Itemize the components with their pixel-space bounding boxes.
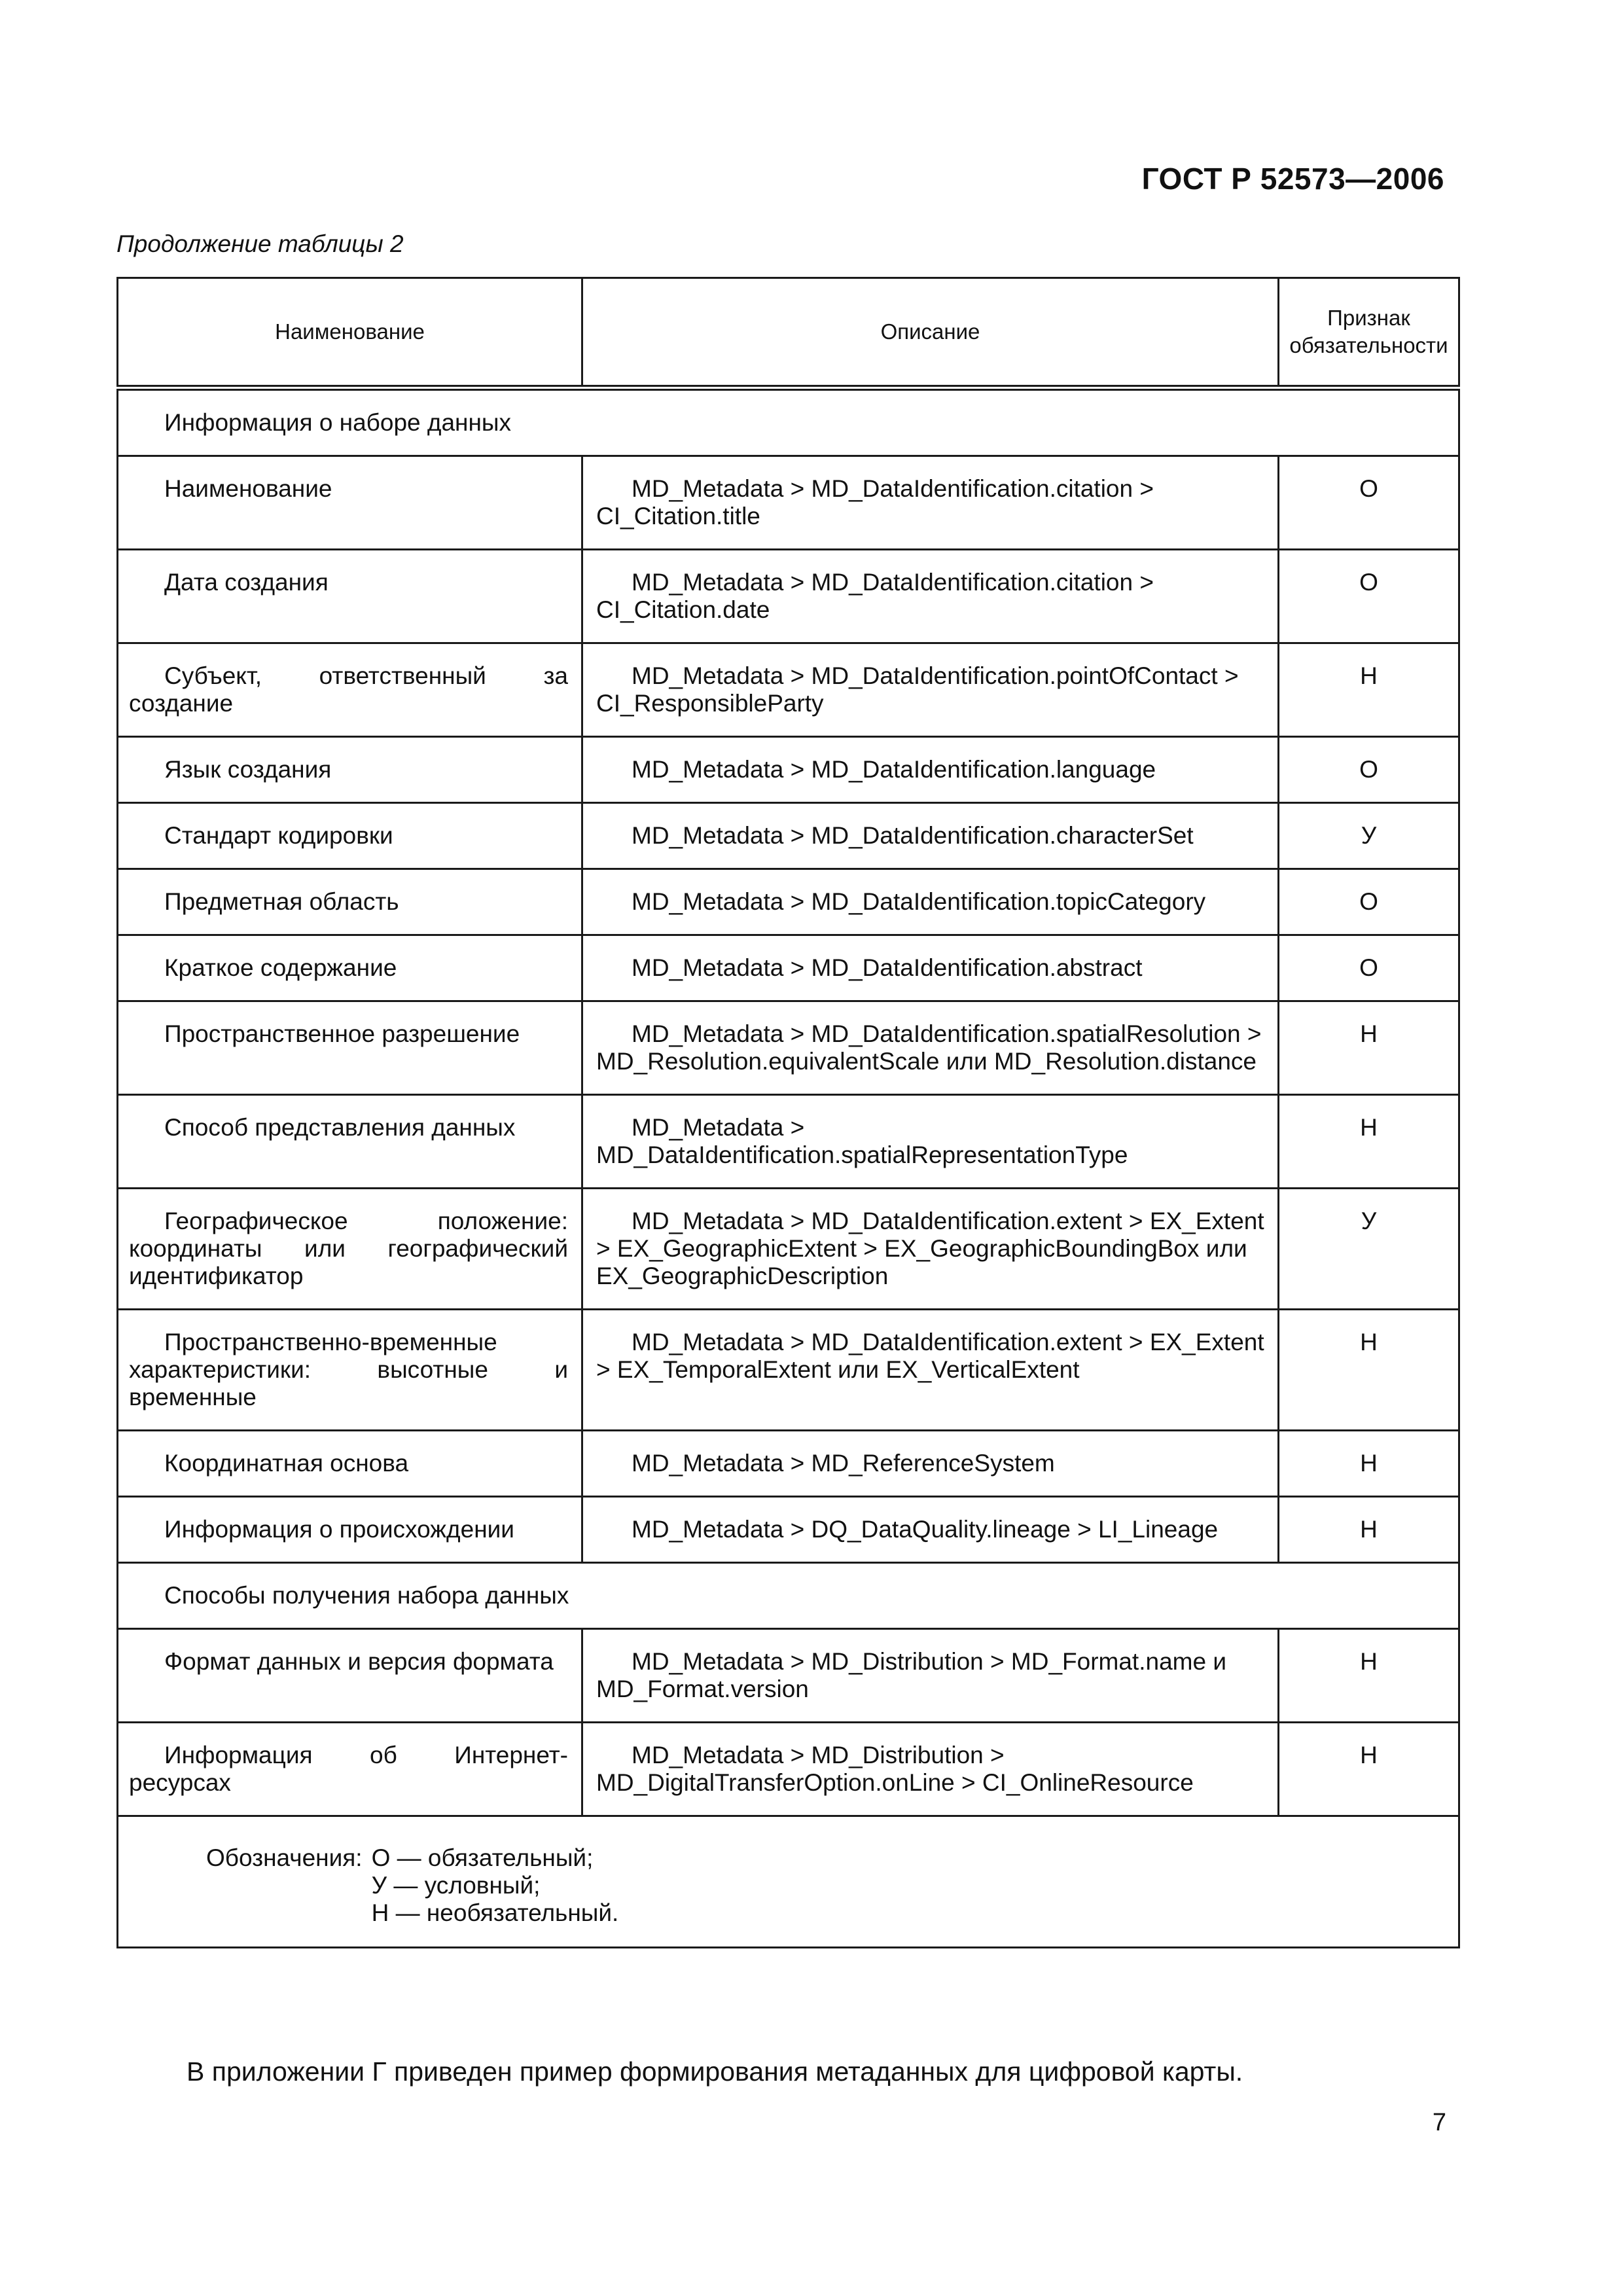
row-description-cell: MD_Metadata > MD_DataIdentification.extent > EX_Extent > EX_GeographicExtent > EX_GeographicBoundingBox или EX_GeographicDescription: [582, 1189, 1279, 1310]
row-flag-cell: О: [1279, 869, 1459, 935]
row-name-cell: Пространственно-временные характеристики: высотные и временные: [118, 1310, 582, 1431]
row-name-cell: Стандарт кодировки: [118, 803, 582, 869]
row-flag-cell: О: [1279, 737, 1459, 803]
row-name-cell: Географическое положение: координаты или географический идентификатор: [118, 1189, 582, 1310]
row-flag-cell: Н: [1279, 1723, 1459, 1816]
row-name-cell: Формат данных и версия формата: [118, 1629, 582, 1723]
row-name-cell: Язык создания: [118, 737, 582, 803]
table-row: [118, 643, 1459, 737]
legend-item: О — обязательный;: [371, 1844, 594, 1871]
legend-label: Обозначения:: [206, 1844, 363, 1871]
legend-row: [118, 1816, 1459, 1948]
row-description-cell: MD_Metadata > MD_DataIdentification.citation > CI_Citation.date: [582, 550, 1279, 643]
row-name-cell: Информация об Интернет-ресурсах: [118, 1723, 582, 1816]
column-header-name: Наименование: [118, 278, 582, 388]
table-row: [118, 737, 1459, 803]
page-number: 7: [1432, 2109, 1446, 2136]
document-number: ГОСТ Р 52573—2006: [1141, 162, 1444, 196]
section-row: [118, 388, 1459, 456]
table-row: [118, 1001, 1459, 1095]
row-name-cell: Информация о происхождении: [118, 1497, 582, 1563]
row-name-cell: Наименование: [118, 456, 582, 550]
row-description-cell: MD_Metadata > MD_DataIdentification.abstract: [582, 935, 1279, 1001]
table-row: [118, 803, 1459, 869]
row-flag-cell: У: [1279, 803, 1459, 869]
column-header-description: Описание: [582, 278, 1279, 388]
row-description-cell: MD_Metadata > MD_ReferenceSystem: [582, 1431, 1279, 1497]
row-description-cell: MD_Metadata > MD_DataIdentification.extent > EX_Extent > EX_TemporalExtent или EX_VerticalExtent: [582, 1310, 1279, 1431]
table-row: [118, 1629, 1459, 1723]
row-flag-cell: Н: [1279, 1629, 1459, 1723]
row-flag-cell: О: [1279, 456, 1459, 550]
section-title: Информация о наборе данных: [118, 388, 1459, 456]
table-row: [118, 1310, 1459, 1431]
row-description-cell: MD_Metadata > MD_Distribution > MD_Format.name и MD_Format.version: [582, 1629, 1279, 1723]
legend-items: [372, 1844, 619, 1927]
row-name-cell: Координатная основа: [118, 1431, 582, 1497]
table-row: [118, 550, 1459, 643]
row-flag-cell: Н: [1279, 1001, 1459, 1095]
section-title: Способы получения набора данных: [118, 1563, 1459, 1629]
row-description-cell: MD_Metadata > MD_DataIdentification.language: [582, 737, 1279, 803]
table-row: [118, 456, 1459, 550]
table-row: [118, 1431, 1459, 1497]
appendix-note: В приложении Г приведен пример формирования метаданных для цифровой карты.: [187, 2056, 1243, 2087]
table-row: [118, 1497, 1459, 1563]
row-name-cell: Краткое содержание: [118, 935, 582, 1001]
legend-item: У — условный;: [371, 1872, 541, 1899]
row-flag-cell: Н: [1279, 1310, 1459, 1431]
row-description-cell: MD_Metadata > MD_DataIdentification.pointOfContact > CI_ResponsibleParty: [582, 643, 1279, 737]
row-flag-cell: Н: [1279, 1497, 1459, 1563]
row-name-cell: Пространственное разрешение: [118, 1001, 582, 1095]
row-description-cell: MD_Metadata > MD_DataIdentification.characterSet: [582, 803, 1279, 869]
legend-item: Н — необязательный.: [371, 1899, 619, 1926]
row-description-cell: MD_Metadata > MD_Distribution > MD_DigitalTransferOption.onLine > CI_OnlineResource: [582, 1723, 1279, 1816]
row-flag-cell: У: [1279, 1189, 1459, 1310]
row-flag-cell: О: [1279, 550, 1459, 643]
row-description-cell: MD_Metadata > MD_DataIdentification.spatialRepresentationType: [582, 1095, 1279, 1189]
table-row: [118, 1095, 1459, 1189]
row-flag-cell: О: [1279, 935, 1459, 1001]
row-name-cell: Предметная область: [118, 869, 582, 935]
row-flag-cell: Н: [1279, 1431, 1459, 1497]
legend: [206, 1844, 1458, 1927]
row-description-cell: MD_Metadata > MD_DataIdentification.spatialResolution > MD_Resolution.equivalentScale или MD_Resolution.distance: [582, 1001, 1279, 1095]
row-flag-cell: Н: [1279, 1095, 1459, 1189]
table-body: [118, 388, 1459, 1816]
table-caption: Продолжение таблицы 2: [116, 230, 404, 257]
section-row: [118, 1563, 1459, 1629]
row-description-cell: MD_Metadata > MD_DataIdentification.citation > CI_Citation.title: [582, 456, 1279, 550]
row-name-cell: Субъект, ответственный за создание: [118, 643, 582, 737]
row-flag-cell: Н: [1279, 643, 1459, 737]
row-name-cell: Дата создания: [118, 550, 582, 643]
row-description-cell: MD_Metadata > DQ_DataQuality.lineage > LI_Lineage: [582, 1497, 1279, 1563]
table-row: [118, 935, 1459, 1001]
row-description-cell: MD_Metadata > MD_DataIdentification.topicCategory: [582, 869, 1279, 935]
table-header-row: [118, 278, 1459, 388]
table-row: [118, 1189, 1459, 1310]
metadata-table: [116, 277, 1460, 1948]
table-row: [118, 869, 1459, 935]
column-header-flag: Признак обязательности: [1279, 278, 1459, 388]
table-row: [118, 1723, 1459, 1816]
row-name-cell: Способ представления данных: [118, 1095, 582, 1189]
